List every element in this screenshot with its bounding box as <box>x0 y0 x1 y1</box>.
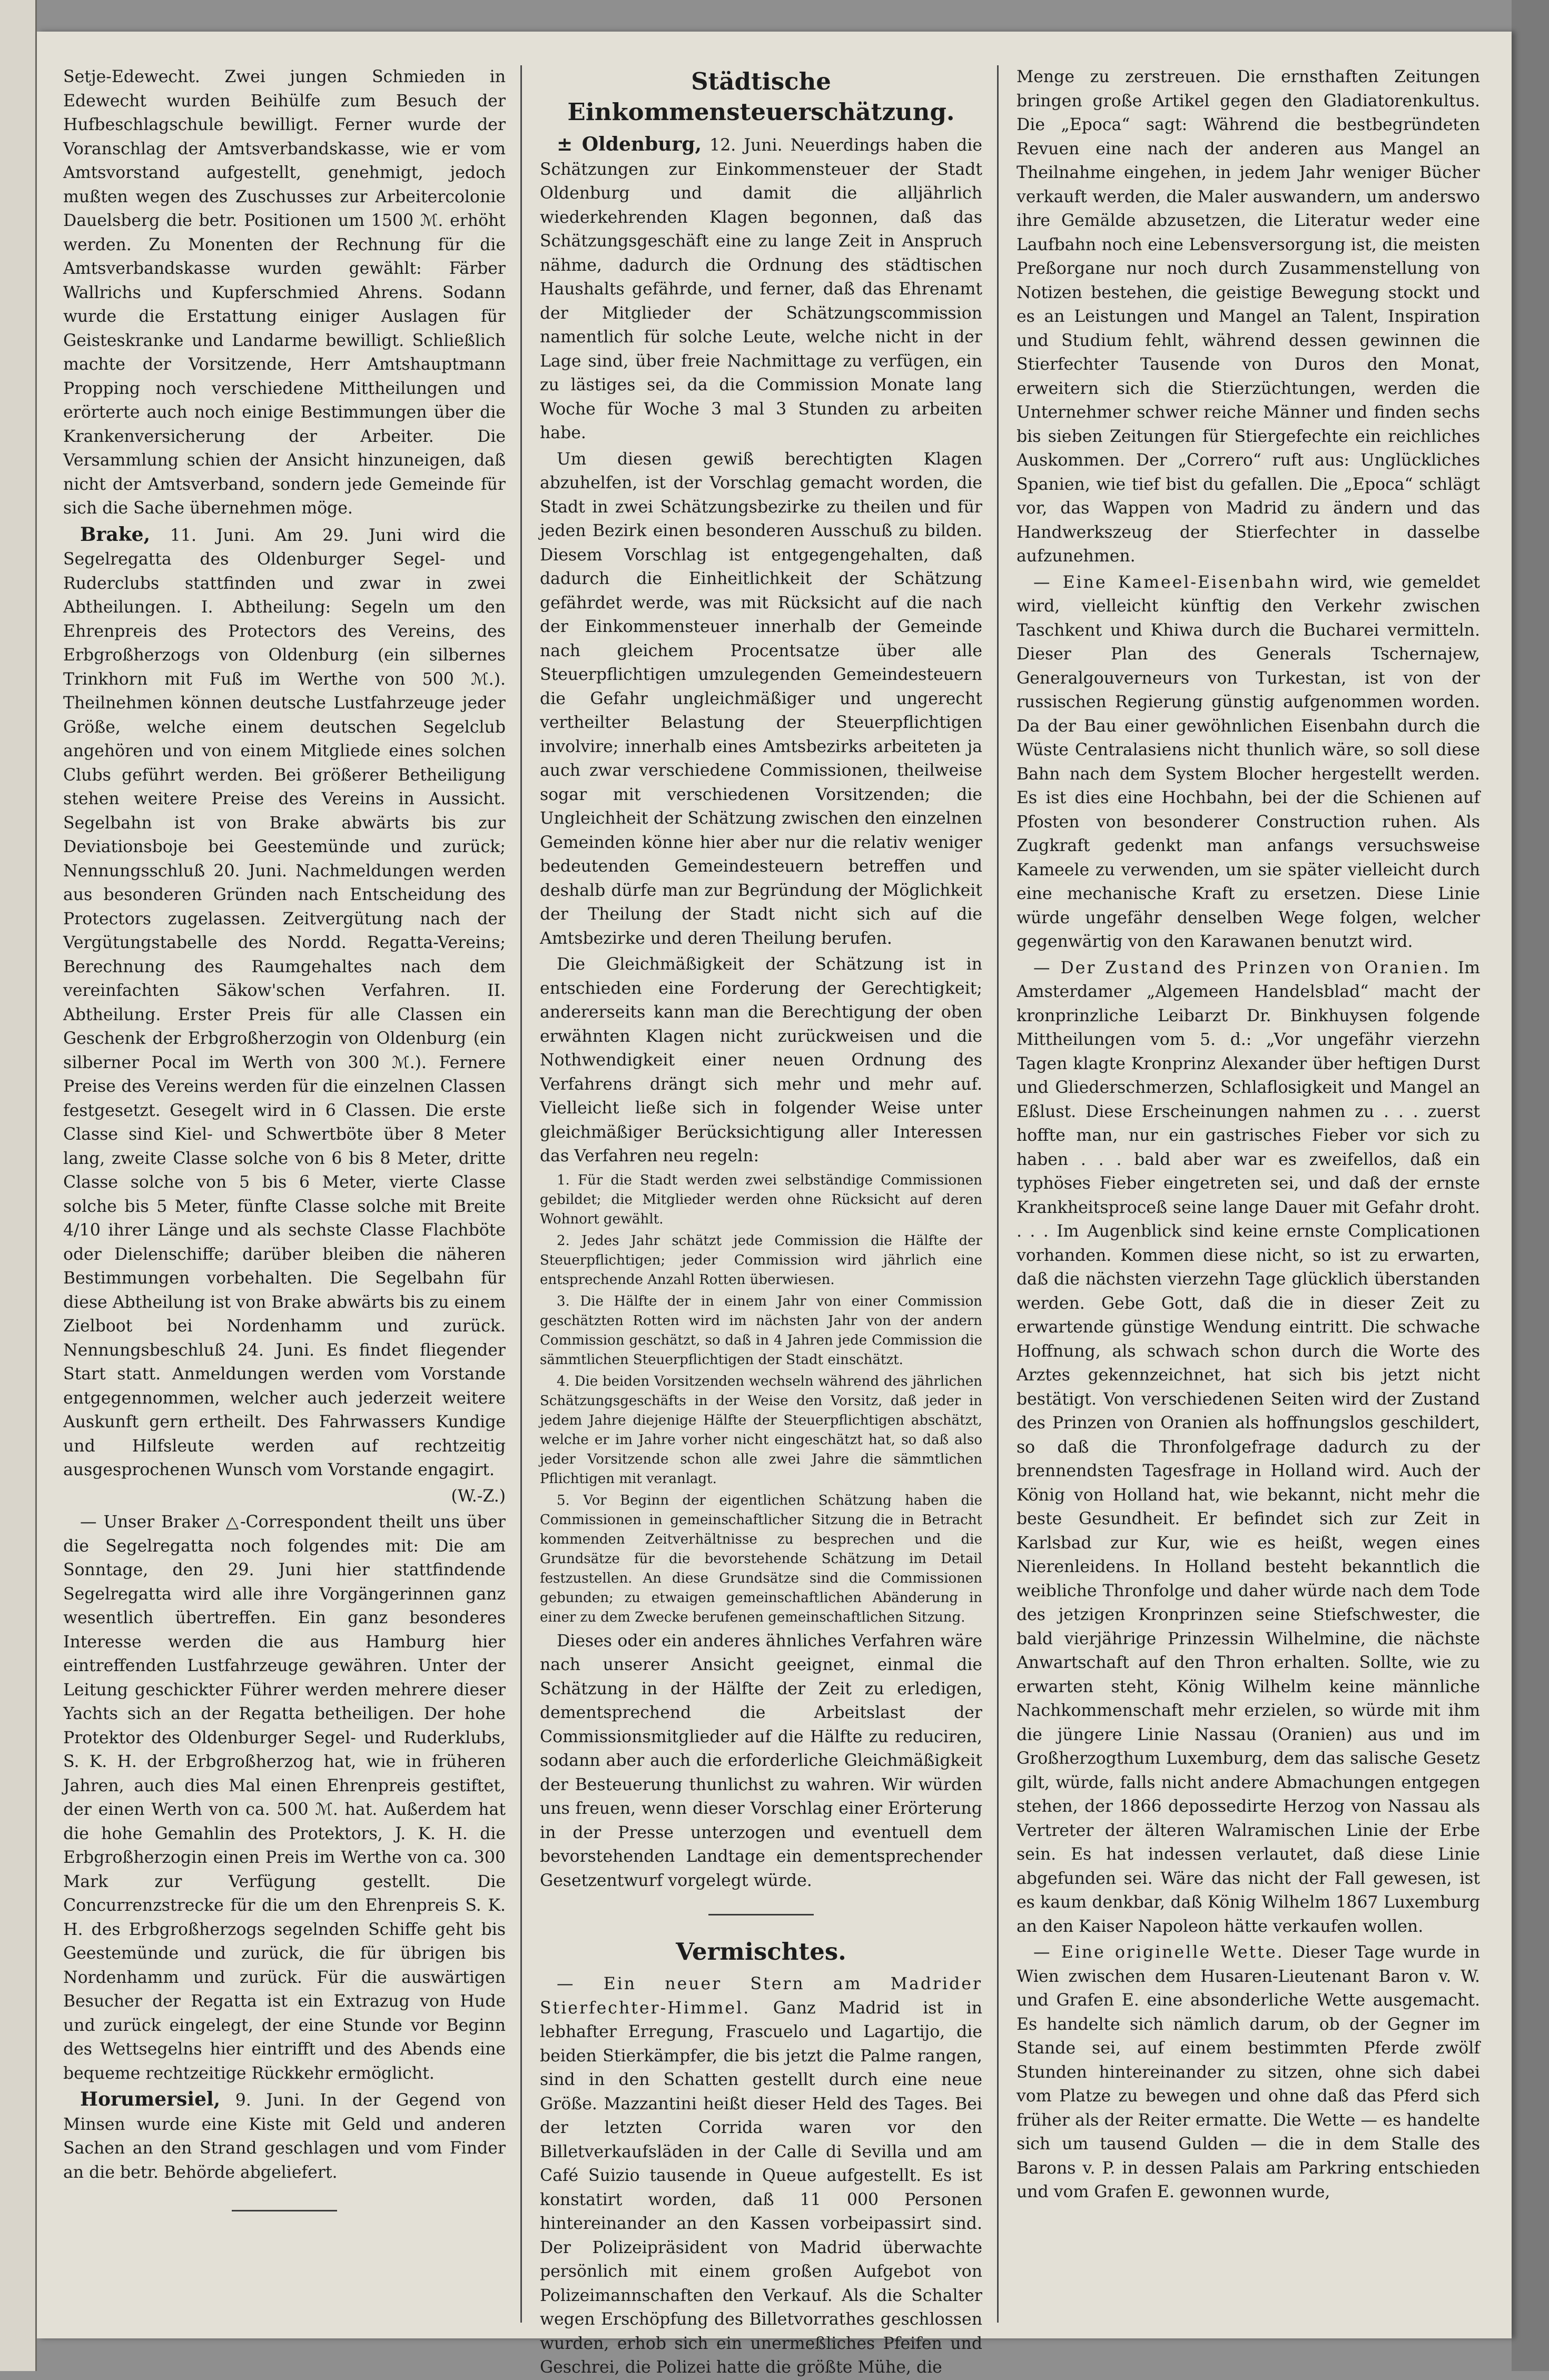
article-oldenburg <box>540 133 982 446</box>
newspaper-page <box>37 32 1512 2377</box>
column-rule-2 <box>997 65 999 2323</box>
article-oldenburg-lead: ± Oldenburg, <box>557 133 702 155</box>
article-horumersiel-text: 9. Juni. In der Gegend von Minsen wurde eine Kiste mit Geld und anderen Sachen an den Strand geschlagen und vom Finder an die betr. Behörde abgeliefert. <box>63 2091 506 2182</box>
proposal-item-5: 5. Vor Beginn der eigentlichen Schätzung haben die Commissionen in gemeinschaftlicher Sitzung die in Betracht kommenden Zeitverhältnisse zu besprechen und die Grundsätze für die bevorstehende Schätzung im Detail festzustellen. An diese Grundsätze sind die Commissionen gebunden; zu etwaigen gemeinschaftlichen Abänderung in einer zu dem Zwecke berufenen gemeinschaftlichen Sitzung. <box>540 1492 982 1625</box>
article-oldenburg-p3: Die Gleichmäßigkeit der Schätzung ist in entschieden eine Forderung der Gerechtigkeit; andererseits kann man die Berechtigung der oben erwähnten Klagen nicht zurückweisen und die Nothwendigkeit einer neuen Ordnung des Verfahrens drängt sich mehr und mehr auf. Vielleicht ließe sich in folgender Weise unter gleichmäßiger Berücksichtigung aller Interessen das Verfahren neu regeln: <box>540 955 982 1166</box>
column-end-rule <box>232 2210 337 2211</box>
article-horumersiel <box>63 2088 506 2185</box>
article-kameel-lead: — Eine Kameel-Eisenbahn <box>1033 572 1300 592</box>
article-oranien <box>1017 956 1480 1939</box>
column-3 <box>1017 65 1480 2323</box>
column-2 <box>540 65 982 2377</box>
article-madrid-text: Ganz Madrid ist in lebhafter Erregung, Frascuelo und Lagartijo, die beiden Stierkämpfer, die bis jetzt die Palme rangen, sind in den Schatten gestellt durch eine neue Größe. Mazzantini heißt dieser Held des Tages. Bei der letzten Corrida waren vor den Billetverkaufsläden in der Calle di Sevilla und am Café Suizio tausende in Queue aufgestellt. Es ist konstatirt worden, daß 11 000 Personen hintereinander an den Kassen vorbeipassirt sind. Der Polizeipräsident von Madrid überwachte persönlich mit einem großen Aufgebot von Polizeimannschaften den Verkauf. Als die Schalter wegen Erschöpfung des Billetvorrathes geschlossen wurden, erhob sich ein unermeßliches Pfeifen und Geschrei, die Polizei hatte die größte Mühe, die <box>540 1998 982 2377</box>
article-oldenburg-p2: Um diesen gewiß berechtigten Klagen abzuhelfen, ist der Vorschlag gemacht worden, die Stadt in zwei Schätzungsbezirke zu theilen und für jeden Bezirk einen besonderen Ausschuß zu bilden. Diesem Vorschlag ist entgegengehalten, daß dadurch die Einheitlichkeit der Schätzung gefährdet werde, was mit Rücksicht auf die nach der Einkommensteuer innerhalb der Gemeinde nach gleichem Procentsatze über alle Steuerpflichtigen umzulegenden Gemeindesteuern die Gefahr ungleichmäßiger und ungerecht vertheilter Belastung der Steuerpflichtigen involvire; innerhalb eines Amtsbezirks arbeiteten ja auch zwar verschiedene Commissionen, theilweise sogar mit verschiedenen Vorsitzenden; die Ungleichheit der Schätzung zwischen den einzelnen Gemeinden könne hier aber nur die relativ weniger bedeutenden Gemeindesteuern betreffen und deshalb dürfe man zur Begründung der Möglichkeit der Theilung der Stadt nicht sich auf die Amtsbezirke und deren Theilung berufen. <box>540 449 982 948</box>
article-madrid <box>540 1972 982 2380</box>
article-madrid-cont: Menge zu zerstreuen. Die ernsthaften Zeitungen bringen große Artikel gegen den Gladiatorenkultus. Die „Epoca“ sagt: Während die bestbegründeten Revuen eine nach der anderen aus Mangel an Theilnahme eingehen, in jedem Jahr weniger Bücher verkauft werden, die Maler auswandern, um anderswo ihre Gemälde abzusetzen, die Literatur weder eine Laufbahn noch eine Lebensversorgung ist, die meisten Preßorgane nur noch durch Zusammenstellung von Notizen bestehen, die geistige Bewegung stockt und es an Leistungen und Mangel an Talent, Inspiration und Studium fehlt, während dessen gewinnen die Stierfechter Tausende von Duros den Monat, erweitern sich die Stierzüchtungen, werden die Unternehmer schwer reiche Männer und finden sechs bis sieben Zeitungen für Stiergefechte ein reichliches Auskommen. Der „Correro“ ruft aus: Unglückliches Spanien, wie tief bist du gefallen. Die „Epoca“ schlägt vor, das Wappen von Madrid zu ändern und das Handwerkszeug der Stierfechter in dasselbe aufzunehmen. <box>1017 67 1480 566</box>
article-brake <box>63 523 506 1483</box>
article-kameel-text: wird, wie gemeldet wird, vielleicht künftig den Verkehr zwischen Taschkent und Khiwa durch die Bucharei vermitteln. Dieser Plan des Generals Tschernajew, Generalgouverneurs von Turkestan, ist von der russischen Regierung günstig aufgenommen worden. Da der Bau einer gewöhnlichen Eisenbahn durch die Wüste Centralasiens nicht thunlich wäre, so soll diese Bahn nach dem System Blocher hergestellt werden. Es ist dies eine Hochbahn, bei der die Schienen auf Pfosten von besonderer Construction ruhen. Als Zugkraft gedenkt man anfangs versuchsweise Kameele zu verwenden, um sie später vielleicht durch eine mechanische Kraft zu ersetzen. Diese Linie würde ungefähr denselben Wege folgen, welcher gegenwärtig von den Karawanen benutzt wird. <box>1017 572 1480 951</box>
column-1 <box>63 65 506 2323</box>
article-wette <box>1017 1941 1480 2205</box>
column-rule-1 <box>520 65 522 2323</box>
proposal-item-4: 4. Die beiden Vorsitzenden wechseln während des jährlichen Schätzungsgeschäfts in der Weise den Vorsitz, daß jeder in jedem Jahre diejenige Hälfte der Steuerpflichtigen abschätzt, welche er im Jahre vorher nicht eingeschätzt hat, so daß also jeder Vorsitzende schon alle zwei Jahre die sämmtlichen Pflichtigen mit veranlagt. <box>540 1373 982 1487</box>
article-oranien-lead: — Der Zustand des Prinzen von Oranien. <box>1033 958 1451 977</box>
article-oranien-text: Im Amsterdamer „Algemeen Handelsblad“ macht der kronprinzliche Leibarzt Dr. Binkhuysen folgende Mittheilungen vom 5. d.: „Vor ungefähr vierzehn Tagen klagte Kronprinz Alexander über heftigen Durst und Gliederschmerzen, Schlaflosigkeit und Mangel an Eßlust. Diese Erscheinungen nahmen zu . . . zuerst hoffte man, nur ein gastrisches Fieber vor sich zu haben . . . bald aber war es zweifellos, daß ein typhöses Fieber eingetreten sei, und daß der ernste Krankheitsproceß seine lange Dauer mit Gefahr droht. . . . Im Augenblick sind keine ernste Complicationen vorhanden. Kommen diese nicht, so ist zu erwarten, daß die nächsten vierzehn Tage glücklich überstanden werden. Gebe Gott, daß die in dieser Zeit zu erwartende günstige Wendung eintritt. Die schwache Hoffnung, als schwach schon durch die Worte des Arztes gekennzeichnet, hat sich bis jetzt nicht bestätigt. Von verschiedenen Seiten wird der Zustand des Prinzen von Oranien als hoffnungslos geschildert, so daß die Thronfolgefrage dadurch zu der brennendsten Tagesfrage in Holland wird. Auch der König von Holland hat, wie bekannt, nicht mehr die beste Gesundheit. Er befindet sich zur Zeit in Karlsbad zur Kur, wie es heißt, wegen eines Nierenleidens. In Holland besteht bekanntlich die weibliche Thronfolge und daher würde nach dem Tode des jetzigen Kronprinzen seine Stiefschwester, die bald vierjährige Prinzessin Wilhelmine, die nächste Anwartschaft auf den Thron erhalten. Sollte, wie zu erwarten steht, König Wilhelm keine männliche Nachkommenschaft mehr erzielen, so würde mit ihm die jüngere Linie Nassau (Oranien) aus und im Großherzogthum Luxemburg, dem das salische Gesetz gilt, würde, falls nicht andere Abmachungen entgegen stehen, der 1866 depossedirte Herzog von Nassau als Vertreter der älteren Walramischen Linie der Erbe sein. Es hat indessen verlautet, daß diese Linie abgefunden sei. Wäre das nicht der Fall gewesen, ist es kaum denkbar, daß König Wilhelm 1867 Luxemburg an den Kaiser Napoleon hätte verkaufen wollen. <box>1017 958 1480 1936</box>
proposal-item-2: 2. Jedes Jahr schätzt jede Commission die Hälfte der Steuerpflichtigen; jeder Commission wird jährlich eine entsprechende Anzahl Rotten überwiesen. <box>540 1232 982 1288</box>
scan-background <box>1512 0 1549 2371</box>
article-brake-lead: Brake, <box>80 523 151 546</box>
article-horumersiel-lead: Horumersiel, <box>80 2088 221 2110</box>
article-brake-source: (W.-Z.) <box>451 1486 506 1506</box>
article-kameel <box>1017 571 1480 954</box>
column-layout <box>63 65 1485 2377</box>
article-amtsverband: Setje-Edewecht. Zwei jungen Schmieden in Edewecht wurden Beihülfe zum Besuch der Hufbeschlagschule bewilligt. Ferner wurde der Voranschlag der Amtsverbandskasse, wie er vom Amtsvorstand aufgestellt, genehmigt, jedoch mußten wegen des Zuschusses zur Arbeitercolonie Dauelsberg die betr. Positionen um 1500 ℳ. erhöht werden. Zu Monenten der Rechnung für die Amtsverbandskasse wurden gewählt: Färber Wallrichs und Kupferschmied Ahrens. Sodann wurde die Erstattung einiger Auslagen für Geisteskranke und Landarme bewilligt. Schließlich machte der Vorsitzende, Herr Amtshauptmann Propping noch verschiedene Mittheilungen und erörterte auch noch einige Bestimmungen über die Krankenversicherung der Arbeiter. Die Versammlung schien der Ansicht hinzuneigen, daß nicht der Amtsverband, sondern jede Gemeinde für sich die Sache übernehmen möge. <box>63 67 506 518</box>
article-wette-text: Dieser Tage wurde in Wien zwischen dem Husaren-Lieutenant Baron v. W. und Grafen E. eine absonderliche Wette ausgemacht. Es handelte sich nämlich darum, ob der Gegner im Stande sei, auf einem bestimmten Pferde zwölf Stunden hintereinander zu sitzen, ohne sich dabei vom Platze zu bewegen und ohne daß das Pferd sich früher als der Reiter ermatte. Die Wette — es handelte sich um tausend Gulden — die in dem Stalle des Barons v. P. in dessen Palais am Parkring entschieden und vom Grafen E. gewonnen wurde, <box>1017 1943 1481 2201</box>
proposal-item-1: 1. Für die Stadt werden zwei selbständige Commissionen gebildet; die Mitglieder werden ohne Rücksicht auf deren Wohnort gewählt. <box>540 1172 982 1227</box>
article-wette-lead: — Eine originelle Wette. <box>1033 1943 1284 1962</box>
section-heading-steuer: Städtische Einkommensteuerschätzung. <box>567 67 955 126</box>
section-heading-vermischtes: Vermischtes. <box>676 1938 846 1966</box>
article-brake-regatta: — Unser Braker △-Correspondent theilt uns über die Segelregatta noch folgendes mit: Die am Sonntage, den 29. Juni hier stattfindende Segelregatta wird alle ihre Vorgängerinnen ganz wesentlich übertreffen. Ein ganz besonderes Interesse werden die aus Hamburg hier eintreffenden Lustfahrzeuge gewähren. Unter der Leitung geschickter Führer werden mehrere dieser Yachts sich an der Regatta betheiligen. Der hohe Protektor des Oldenburger Segel- und Ruderklubs, S. K. H. der Erbgroßherzog hat, wie in früheren Jahren, auch dies Mal einen Ehrenpreis gestiftet, der einen Werth von ca. 500 ℳ. hat. Außerdem hat die hohe Gemahlin des Protektors, J. K. H. die Erbgroßherzogin einen Preis im Werthe von ca. 300 Mark zur Verfügung gestellt. Die Concurrenzstrecke für die um den Ehrenpreis S. K. H. des Erbgroßherzogs segelnden Schiffe geht bis Geestemünde und zurück, die für übrigen bis Nordenhamm und zurück. Für die auswärtigen Besucher der Regatta ist ein Extrazug von Hude und zurück eingelegt, der eine Stunde vor Beginn des Wettsegelns hier eintrifft und des Abends eine bequeme rechtzeitige Rückkehr ermöglicht. <box>63 1513 506 2083</box>
article-brake-text: 11. Juni. Am 29. Juni wird die Segelregatta des Oldenburger Segel- und Ruderclubs stattfinden und zwar in zwei Abtheilungen. I. Abtheilung: Segeln um den Ehrenpreis des Protectors des Vereins, des Erbgroßherzogs von Oldenburg (ein silbernes Trinkhorn mit Fuß im Werthe von 500 ℳ.). Theilnehmen können deutsche Lustfahrzeuge jeder Größe, welche einem deutschen Segelclub angehören und von einem Mitgliede eines solchen Clubs geführt werden. Bei größerer Betheiligung stehen weitere Preise des Vereins in Aussicht. Segelbahn ist von Brake abwärts bis zur Deviationsboje bei Geestemünde und zurück; Nennungsschluß 20. Juni. Nachmeldungen werden aus besonderen Gründen nach Entscheidung des Protectors zugelassen. Zeitvergütung nach der Vergütungstabelle des Nordd. Regatta-Vereins; Berechnung des Raumgehaltes nach dem vereinfachten Säkow'schen Verfahren. II. Abtheilung. Erster Preis für alle Classen ein Geschenk der Erbgroßherzogin von Oldenburg (ein silberner Pocal im Werth von 300 ℳ.). Fernere Preise des Vereins werden für die einzelnen Classen festgesetzt. Gesegelt wird in 6 Classen. Die erste Classe sind Kiel- und Schwertböte über 8 Meter lang, zweite Classe solche von 6 bis 8 Meter, dritte Classe solche von 5 bis 6 Meter, vierte Classe solche bis 5 Meter, fünfte Classe solche mit Breite 4/10 ihrer Länge und als sechste Classe Flachböte oder Dielenschiffe; darüber bleiben die näheren Bestimmungen vorbehalten. Die Segelbahn für diese Abtheilung ist von Brake abwärts bis zu einem Zielboot bei Nordenhamm und zurück. Nennungsbeschluß 24. Juni. Es findet fliegender Start statt. Anmeldungen werden vom Vorstande entgegennommen, welcher auch jederzeit weitere Auskunft gern ertheilt. Des Fahrwassers Kundige und Hilfsleute werden auf rechtzeitig ausgesprochenen Wunsch vom Vorstande engagirt. <box>63 526 506 1479</box>
article-madrid-lead: — Ein neuer Stern am Madrider Stierfechter-Himmel. <box>540 1974 982 2018</box>
section-rule <box>708 1914 814 1915</box>
proposal-item-3: 3. Die Hälfte der in einem Jahr von einer Commission geschätzten Rotten wird im nächsten Jahr von der andern Commission geschätzt, so daß in 4 Jahren jede Commission die sämmtlichen Steuerpflichtigen der Stadt einschätzt. <box>540 1293 982 1368</box>
article-oldenburg-text: 12. Juni. Neuerdings haben die Schätzungen zur Einkommensteuer der Stadt Oldenburg und damit die alljährlich wiederkehrenden Klagen begonnen, daß das Schätzungsgeschäft eine zu lange Zeit in Anspruch nähme, dadurch die Ordnung des städtischen Haushalts gefährde, und ferner, daß das Ehrenamt der Mitglieder der Schätzungscommission namentlich für solche Leute, welche nicht in der Lage sind, über freie Nachmittage zu verfügen, ein zu lästiges sei, da die Commission Monate lang Woche für Woche 3 mal 3 Stunden zu arbeiten habe. <box>540 136 982 442</box>
article-oldenburg-p4: Dieses oder ein anderes ähnliches Verfahren wäre nach unserer Ansicht geeignet, einmal die Schätzung in der Hälfte der Zeit zu erledigen, dementsprechend die Arbeitslast der Commissionsmitglieder auf die Hälfte zu reduciren, sodann aber auch die erforderliche Gleichmäßigkeit der Besteuerung thunlichst zu wahren. Wir würden uns freuen, wenn dieser Vorschlag einer Erörterung in der Presse unterzogen und eventuell dem bevorstehenden Landtage ein dementsprechender Gesetzentwurf vorgelegt würde. <box>540 1631 982 1890</box>
previous-page-edge <box>0 0 37 2371</box>
